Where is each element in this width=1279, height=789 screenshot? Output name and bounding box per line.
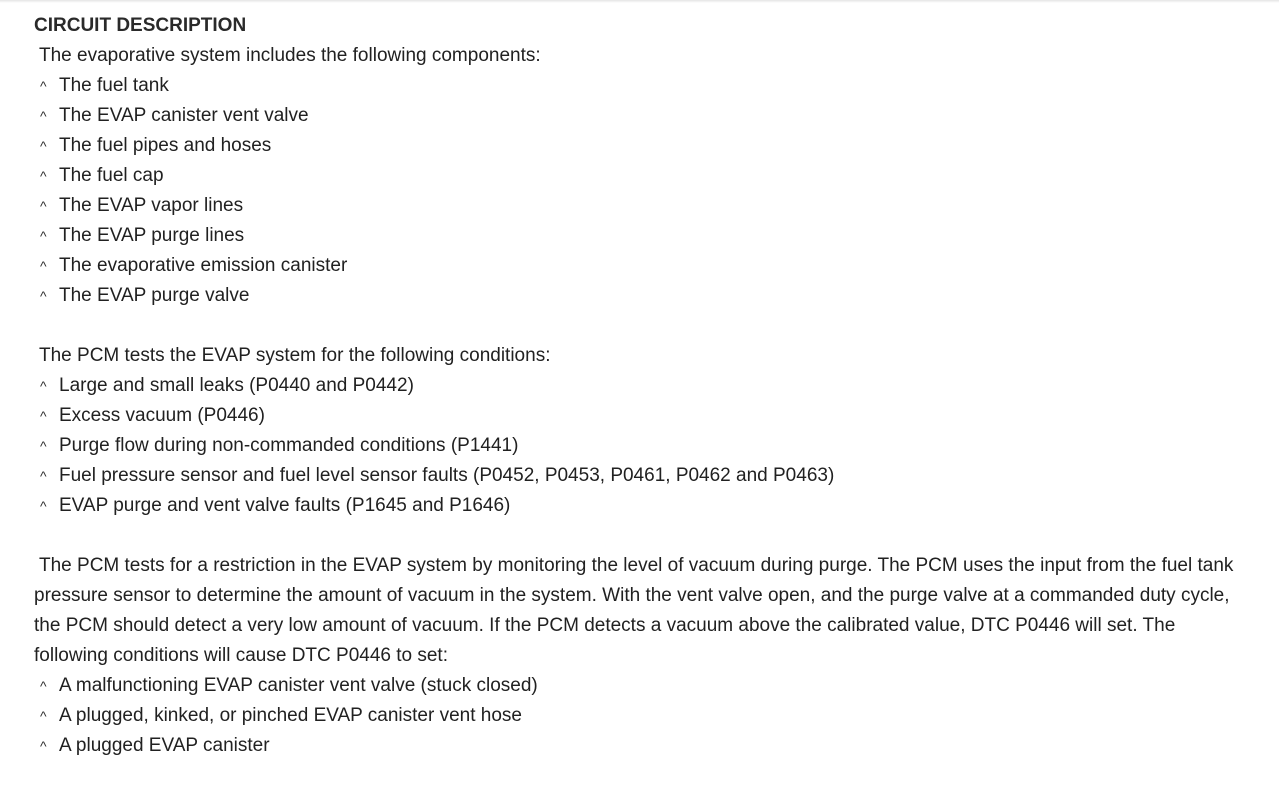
list-item-text: A malfunctioning EVAP canister vent valve (stuck closed)	[59, 675, 538, 696]
list-item-text: The fuel cap	[59, 165, 164, 186]
bullet-marker: ^	[40, 678, 47, 694]
section-heading: CIRCUIT DESCRIPTION	[34, 15, 247, 36]
list-item	[34, 401, 1249, 431]
list-item-text: A plugged EVAP canister	[59, 735, 270, 756]
bullet-marker: ^	[40, 78, 47, 94]
top-shadow	[0, 0, 1279, 3]
bullet-marker: ^	[40, 198, 47, 214]
list-item	[34, 221, 1249, 251]
list-item	[34, 491, 1249, 521]
list-item-text: The EVAP purge lines	[59, 225, 245, 246]
spacer	[34, 521, 1249, 551]
list-item	[34, 461, 1249, 491]
spacer	[34, 311, 1249, 341]
restriction-paragraph: The PCM tests for a restriction in the EVAP system by monitoring the level of vacuum during purge. The PCM uses the input from the fuel tank pressure sensor to determine the amount of vacuum in the system. With the vent valve open, and the purge valve at a commanded duty cycle, the PCM should detect a very low amount of vacuum. If the PCM detects a vacuum above the calibrated value, DTC P0446 will set. The following conditions will cause DTC P0446 to set:	[34, 555, 1234, 666]
bullet-marker: ^	[40, 288, 47, 304]
conditions-intro: The PCM tests the EVAP system for the following conditions:	[39, 345, 551, 366]
bullet-marker: ^	[40, 168, 47, 184]
list-item	[34, 371, 1249, 401]
list-item-text: A plugged, kinked, or pinched EVAP canister vent hose	[59, 705, 522, 726]
list-item	[34, 101, 1249, 131]
components-list	[34, 71, 1249, 311]
list-item-text: Excess vacuum (P0446)	[59, 405, 265, 426]
conditions-list	[34, 371, 1249, 521]
bullet-marker: ^	[40, 378, 47, 394]
list-item-text: The fuel pipes and hoses	[59, 135, 272, 156]
list-item	[34, 431, 1249, 461]
list-item	[34, 281, 1249, 311]
list-item-text: Large and small leaks (P0440 and P0442)	[59, 375, 414, 396]
list-item-text: The EVAP purge valve	[59, 285, 250, 306]
list-item-text: The EVAP vapor lines	[59, 195, 244, 216]
bullet-marker: ^	[40, 468, 47, 484]
bullet-marker: ^	[40, 408, 47, 424]
list-item	[34, 71, 1249, 101]
bullet-marker: ^	[40, 438, 47, 454]
list-item-text: The EVAP canister vent valve	[59, 105, 309, 126]
list-item	[34, 251, 1249, 281]
bullet-marker: ^	[40, 708, 47, 724]
list-item-text: The fuel tank	[59, 75, 169, 96]
bullet-marker: ^	[40, 228, 47, 244]
list-item-text: Purge flow during non-commanded conditions (P1441)	[59, 435, 519, 456]
list-item-text: EVAP purge and vent valve faults (P1645 and P1646)	[59, 495, 511, 516]
causes-list	[34, 671, 1249, 761]
bullet-marker: ^	[40, 738, 47, 754]
list-item-text: Fuel pressure sensor and fuel level sensor faults (P0452, P0453, P0461, P0462 and P0463)	[59, 465, 835, 486]
list-item	[34, 731, 1249, 761]
components-intro: The evaporative system includes the following components:	[39, 45, 541, 66]
list-item	[34, 131, 1249, 161]
list-item	[34, 701, 1249, 731]
list-item-text: The evaporative emission canister	[59, 255, 348, 276]
bullet-marker: ^	[40, 498, 47, 514]
list-item	[34, 161, 1249, 191]
bullet-marker: ^	[40, 258, 47, 274]
list-item	[34, 191, 1249, 221]
bullet-marker: ^	[40, 138, 47, 154]
list-item	[34, 671, 1249, 701]
document-body	[34, 11, 1249, 761]
bullet-marker: ^	[40, 108, 47, 124]
